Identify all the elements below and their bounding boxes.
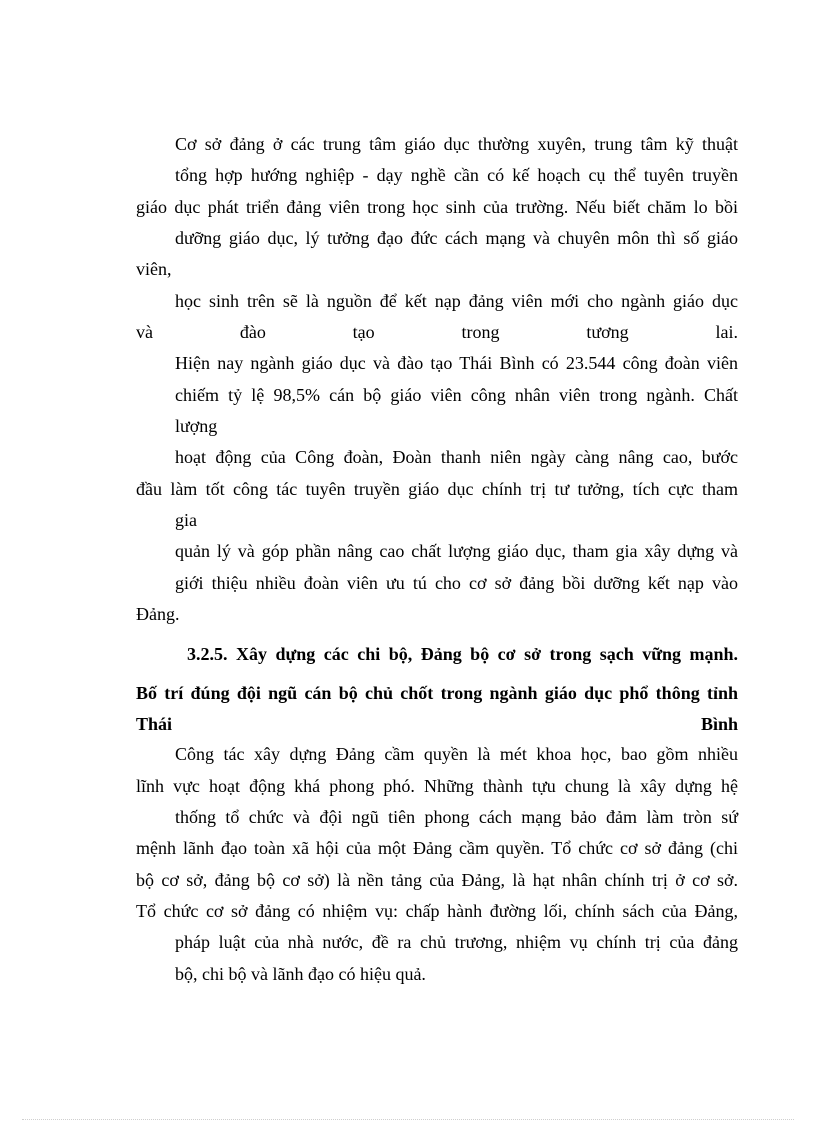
body-line: hoạt động của Công đoàn, Đoàn thanh niên ngày càng nâng cao, bước <box>175 447 738 467</box>
section-heading: Bố trí đúng đội ngũ cán bộ chủ chốt trong ngành giáo dục phổ thông tỉnh <box>136 683 738 703</box>
body-line: Cơ sở đảng ở các trung tâm giáo dục thường xuyên, trung tâm kỹ thuật <box>175 134 738 154</box>
body-line: Tổ chức cơ sở đảng có nhiệm vụ: chấp hành đường lối, chính sách của Đảng, <box>136 901 738 921</box>
body-line: gia <box>175 510 197 530</box>
body-line: học sinh trên sẽ là nguồn để kết nạp đảng viên mới cho ngành giáo dục <box>175 291 738 311</box>
body-line: tổng hợp hướng nghiệp - dạy nghề cần có kế hoạch cụ thể tuyên truyền <box>175 165 738 185</box>
body-line: lượng <box>175 416 218 436</box>
body-line: giáo dục phát triển đảng viên trong học sinh của trường. Nếu biết chăm lo bồi <box>136 197 738 217</box>
body-line: chiếm tỷ lệ 98,5% cán bộ giáo viên công nhân viên trong ngành. Chất <box>175 385 738 405</box>
body-line: Đảng. <box>136 604 180 624</box>
body-line: dưỡng giáo dục, lý tưởng đạo đức cách mạng và chuyên môn thì số giáo <box>175 228 738 248</box>
body-line: lĩnh vực hoạt động khá phong phó. Những thành tựu chung là xây dựng hệ <box>136 776 738 796</box>
body-line: và đào tạo trong tương lai. <box>136 322 738 342</box>
body-line: pháp luật của nhà nước, đề ra chủ trương, nhiệm vụ chính trị của đảng <box>175 932 738 952</box>
page-bottom-dotted-rule <box>22 1119 794 1120</box>
body-line: Công tác xây dựng Đảng cầm quyền là mét khoa học, bao gồm nhiều <box>175 744 738 764</box>
body-line: giới thiệu nhiều đoàn viên ưu tú cho cơ sở đảng bồi dưỡng kết nạp vào <box>175 573 738 593</box>
body-line: Hiện nay ngành giáo dục và đào tạo Thái Bình có 23.544 công đoàn viên <box>175 353 738 373</box>
body-line: bộ, chi bộ và lãnh đạo có hiệu quả. <box>175 964 426 984</box>
body-line: quản lý và góp phần nâng cao chất lượng giáo dục, tham gia xây dựng và <box>175 541 738 561</box>
body-line: bộ cơ sở, đảng bộ cơ sở) là nền tảng của Đảng, là hạt nhân chính trị ở cơ sở. <box>136 870 738 890</box>
body-line: đầu làm tốt công tác tuyên truyền giáo dục chính trị tư tưởng, tích cực tham <box>136 479 738 499</box>
body-line: viên, <box>136 259 172 279</box>
section-heading: Thái Bình <box>136 714 738 734</box>
body-line: mệnh lãnh đạo toàn xã hội của một Đảng cầm quyền. Tổ chức cơ sở đảng (chi <box>136 838 738 858</box>
section-heading: 3.2.5. Xây dựng các chi bộ, Đảng bộ cơ sở trong sạch vững mạnh. <box>187 644 738 664</box>
body-line: thống tổ chức và đội ngũ tiên phong cách mạng bảo đảm làm tròn sứ <box>175 807 738 827</box>
